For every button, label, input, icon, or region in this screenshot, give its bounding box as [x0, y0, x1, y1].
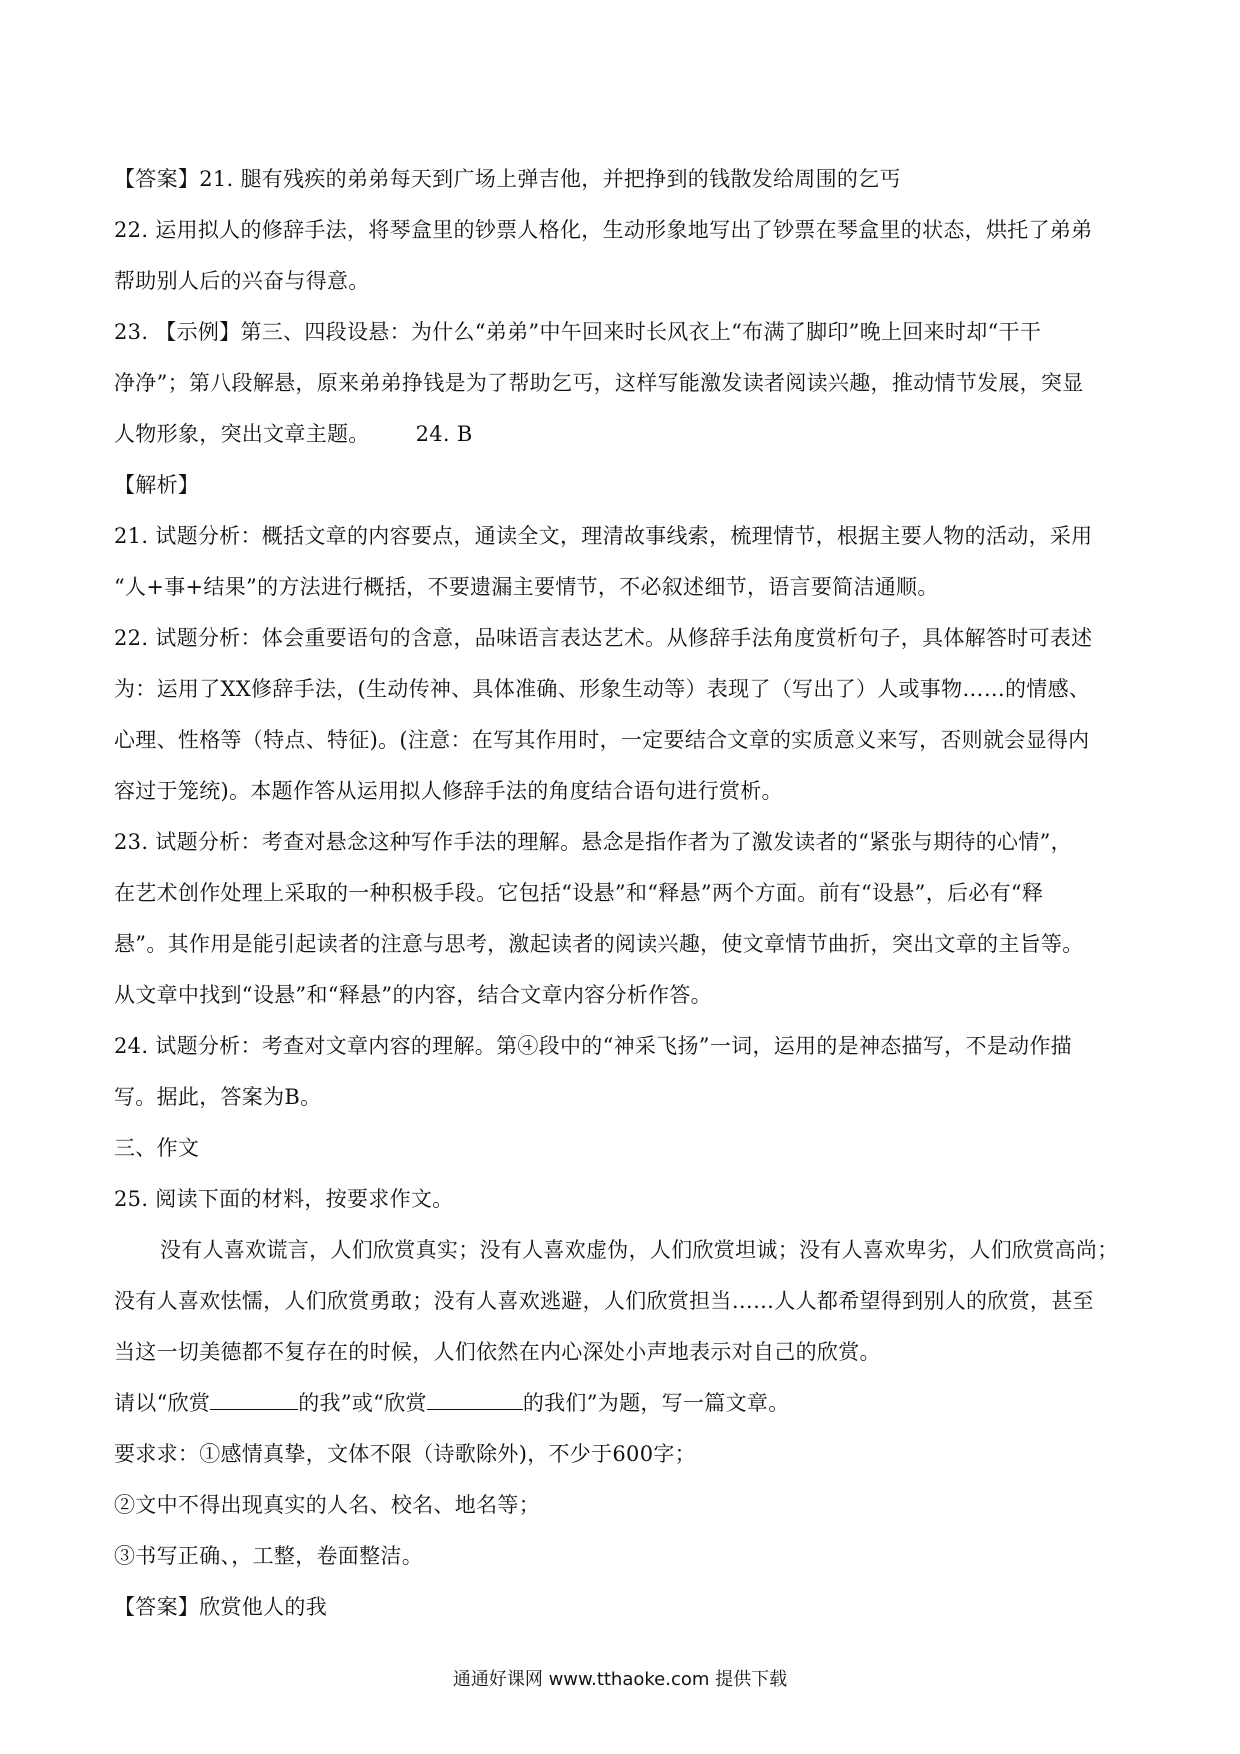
answer-23-end: 人物形象，突出文章主题。 — [114, 422, 370, 446]
analysis-23-line-cont: 悬”。其作用是能引起读者的注意与思考，激起读者的阅读兴趣，使文章情节曲折，突出文章的主旨等。 — [114, 932, 1084, 956]
analysis-24-line: 24. 试题分析：考查对文章内容的理解。第④段中的“神采飞扬”一词，运用的是神态描写，不是动作描 — [114, 1034, 1072, 1058]
answer-21-line: 【答案】21. 腿有残疾的弟弟每天到广场上弹吉他，并把挣到的钱散发给周围的乞丐 — [114, 167, 901, 191]
section-heading-composition: 三、作文 — [114, 1136, 200, 1160]
title-prompt-part: 的我们”为题，写一篇文章。 — [522, 1391, 790, 1415]
answer-23-line-cont: 净净”；第八段解悬，原来弟弟挣钱是为了帮助乞丐，这样写能激发读者阅读兴趣，推动情节发展，突显 — [114, 371, 1084, 395]
answer-22-line: 22. 运用拟人的修辞手法，将琴盒里的钞票人格化，生动形象地写出了钞票在琴盒里的状态，烘托了弟弟 — [114, 218, 1093, 242]
analysis-21-line: 21. 试题分析：概括文章的内容要点，通读全文，理清故事线索，梳理情节，根据主要人物的活动，采用 — [114, 524, 1093, 548]
analysis-23-line-cont: 从文章中找到“设悬”和“释悬”的内容，结合文章内容分析作答。 — [114, 983, 712, 1007]
answer-25-line: 【答案】欣赏他人的我 — [114, 1595, 327, 1619]
title-prompt-part: 请以“欣赏 — [114, 1391, 211, 1415]
analysis-24-line-cont: 写。据此，答案为B。 — [114, 1085, 322, 1109]
answer-23-24-line — [114, 409, 1130, 460]
fill-blank — [427, 1391, 523, 1410]
requirement-line: ③书写正确、，工整，卷面整洁。 — [114, 1544, 423, 1568]
document-body — [114, 154, 1130, 1633]
analysis-22-line: 22. 试题分析：体会重要语句的含意，品味语言表达艺术。从修辞手法角度赏析句子，具体解答时可表述 — [114, 626, 1093, 650]
analysis-23-line: 23. 试题分析：考查对悬念这种写作手法的理解。悬念是指作者为了激发读者的“紧张与期待的心情”， — [114, 830, 1072, 854]
answer-24: 24. B — [415, 422, 473, 446]
material-paragraph-line: 当这一切美德都不复存在的时候，人们依然在内心深处小声地表示对自己的欣赏。 — [114, 1340, 881, 1364]
question-25-line: 25. 阅读下面的材料，按要求作文。 — [114, 1187, 454, 1211]
title-prompt-part: 的我”或“欣赏 — [298, 1391, 427, 1415]
analysis-22-line-cont: 容过于笼统)。本题作答从运用拟人修辞手法的角度结合语句进行赏析。 — [114, 779, 783, 803]
analysis-23-line-cont: 在艺术创作处理上采取的一种积极手段。它包括“设悬”和“释悬”两个方面。前有“设悬”，后必有“释 — [114, 881, 1044, 905]
page-footer: 通通好课网 www.tthaoke.com 提供下载 — [452, 1669, 788, 1690]
answer-23-line: 23. 【示例】第三、四段设悬：为什么“弟弟”中午回来时长风衣上“布满了脚印”晚上回来时却“干干 — [114, 320, 1042, 344]
analysis-22-line-cont: 心理、性格等（特点、特征)。(注意：在写其作用时，一定要结合文章的实质意义来写，否则就会显得内 — [114, 728, 1090, 752]
requirement-line: ②文中不得出现真实的人名、校名、地名等； — [114, 1493, 540, 1517]
analysis-21-line-cont: “人+事+结果”的方法进行概括，不要遗漏主要情节，不必叙述细节，语言要简洁通顺。 — [114, 575, 939, 599]
title-prompt-line — [114, 1378, 1130, 1429]
fill-blank — [210, 1391, 298, 1410]
analysis-22-line-cont: 为：运用了XX修辞手法，(生动传神、具体准确、形象生动等）表现了（写出了）人或事物……的情感、 — [114, 677, 1091, 701]
answer-22-line-cont: 帮助别人后的兴奋与得意。 — [114, 269, 370, 293]
material-paragraph-line: 没有人喜欢谎言，人们欣赏真实；没有人喜欢虚伪，人们欣赏坦诚；没有人喜欢卑劣，人们欣赏高尚； — [160, 1238, 1119, 1262]
analysis-heading: 【解析】 — [114, 473, 200, 497]
material-paragraph-line: 没有人喜欢怯懦，人们欣赏勇敢；没有人喜欢逃避，人们欣赏担当……人人都希望得到别人的欣赏，甚至 — [114, 1289, 1094, 1313]
requirement-line: 要求求：①感情真挚，文体不限（诗歌除外)，不少于600字； — [114, 1442, 696, 1466]
